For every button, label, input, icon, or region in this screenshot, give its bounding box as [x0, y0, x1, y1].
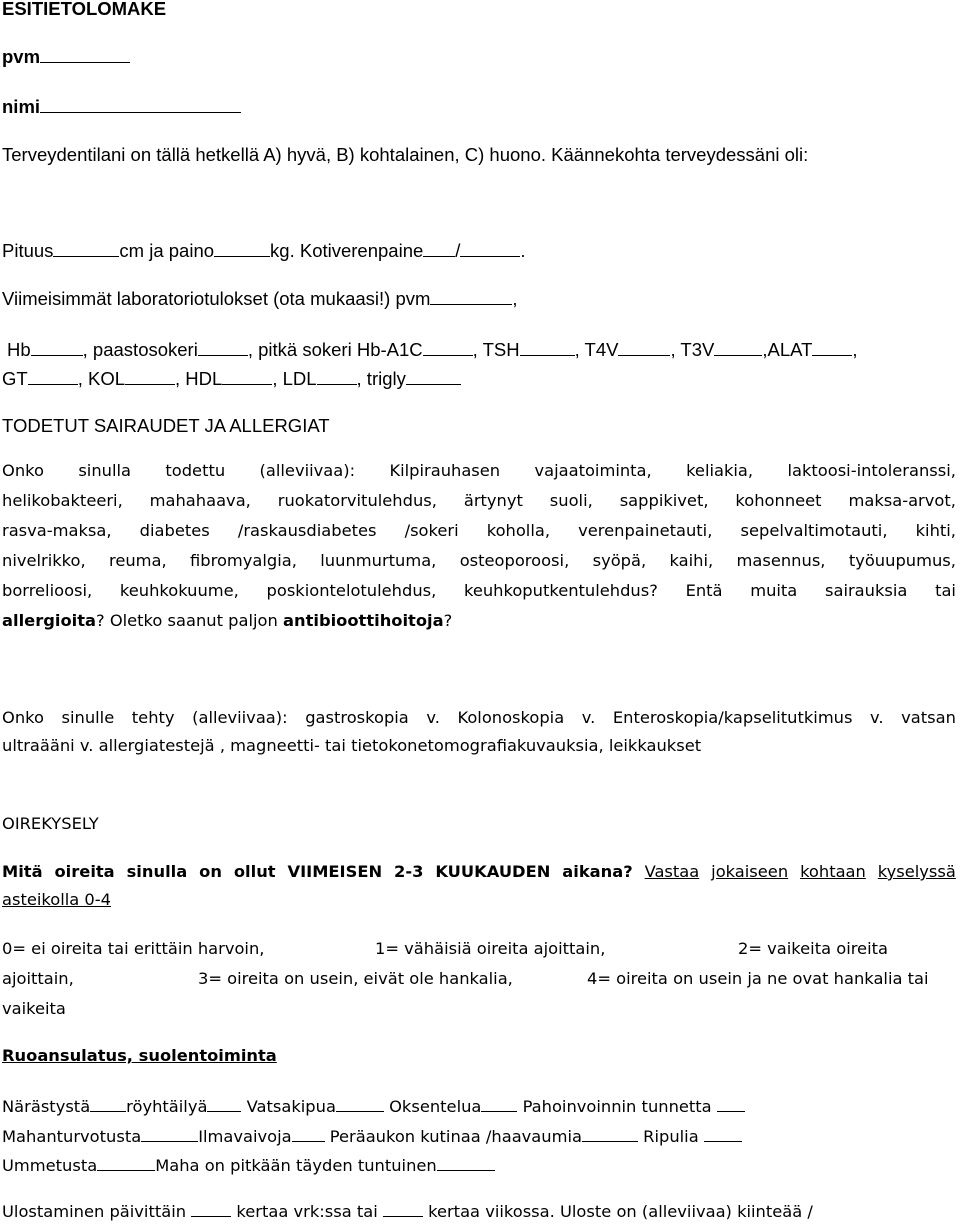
diseases-line-1: Onko sinulla todettu (alleviivaa): Kilpirauhasen vajaatoiminta, keliakia, laktoosi-intoleranssi, [2, 461, 956, 480]
labs-date-blank[interactable] [430, 287, 512, 305]
scale-line-3: vaikeita [2, 999, 66, 1018]
diseases-line-5: borrelioosi, keuhkokuume, poskiontelotulehdus, keuhkoputkentulehdus? Entä muita sairauksia tai [2, 581, 956, 600]
bp-diastolic-blank[interactable] [460, 239, 520, 257]
pvm-field[interactable] [2, 45, 130, 69]
digestion-row-1: Närästystä röyhtäilyä Vatsakipua Oksentelua Pahoinvoinnin tunnetta [2, 1094, 745, 1119]
nimi-label: nimi [2, 96, 41, 117]
digestion-row-3: Ummetusta Maha on pitkään täyden tuntuinen [2, 1153, 495, 1178]
diseases-heading: TODETUT SAIRAUDET JA ALLERGIAT [2, 415, 330, 436]
weight-blank[interactable] [214, 239, 270, 257]
symptoms-question-line: Mitä oireita sinulla on ollut VIIMEISEN 2-3 KUUKAUDEN aikana? Vastaa jokaiseen kohtaan kyselyssä [2, 862, 956, 881]
measurements-line: Pituus cm ja paino kg. Kotiverenpaine / . [2, 240, 526, 261]
procedures-line-1: Onko sinulle tehty (alleviivaa): gastroskopia v. Kolonoskopia v. Enteroskopia/kapselitutkimus v. vatsan [2, 708, 956, 727]
health-status-line: Terveydentilani on tällä hetkellä A) hyvä, B) kohtalainen, C) huono. Käännekohta terveydessäni oli: [2, 144, 809, 165]
digestion-heading: Ruoansulatus, suolentoiminta [2, 1046, 277, 1065]
diseases-line-3: rasva-maksa, diabetes /raskausdiabetes /sokeri koholla, verenpainetauti, sepelvaltimotauti, kihti, [2, 521, 956, 540]
symptoms-instruction-line: asteikolla 0-4 [2, 890, 111, 909]
pvm-label: pvm [2, 46, 41, 67]
nimi-field[interactable] [2, 95, 241, 119]
labs-row-2: GT , KOL , HDL , LDL , trigly [2, 367, 461, 391]
digestion-row-2: Mahanturvotusta Ilmavaivoja Peräaukon kutinaa /haavaumia Ripulia [2, 1124, 742, 1149]
diseases-line-6: allergioita? Oletko saanut paljon antibioottihoitoja? [2, 611, 453, 630]
form-title: ESITIETOLOMAKE [2, 0, 167, 19]
bp-systolic-blank[interactable] [423, 239, 455, 257]
digestion-row-4: Ulostaminen päivittäin kertaa vrk:ssa tai kertaa viikossa. Uloste on (alleviivaa) kiinteää / [2, 1199, 813, 1224]
diseases-line-4: nivelrikko, reuma, fibromyalgia, luunmurtuma, osteoporoosi, syöpä, kaihi, masennus, työuupumus, [2, 551, 956, 570]
diseases-line-2: helikobakteeri, mahahaava, ruokatorvitulehdus, ärtynyt suoli, sappikivet, kohonneet maksa-arvot, [2, 491, 956, 510]
procedures-line-2: ultraääni v. allergiatestejä , magneetti- tai tietokonetomografiakuvauksia, leikkaukset [2, 736, 702, 755]
height-blank[interactable] [53, 239, 119, 257]
symptoms-heading: OIREKYSELY [2, 814, 99, 833]
labs-intro: Viimeisimmät laboratoriotulokset (ota mukaasi!) pvm , [2, 288, 518, 309]
labs-row-1: Hb , paastosokeri , pitkä sokeri Hb-A1C , TSH , T4V , T3V ,ALAT , [7, 339, 858, 360]
